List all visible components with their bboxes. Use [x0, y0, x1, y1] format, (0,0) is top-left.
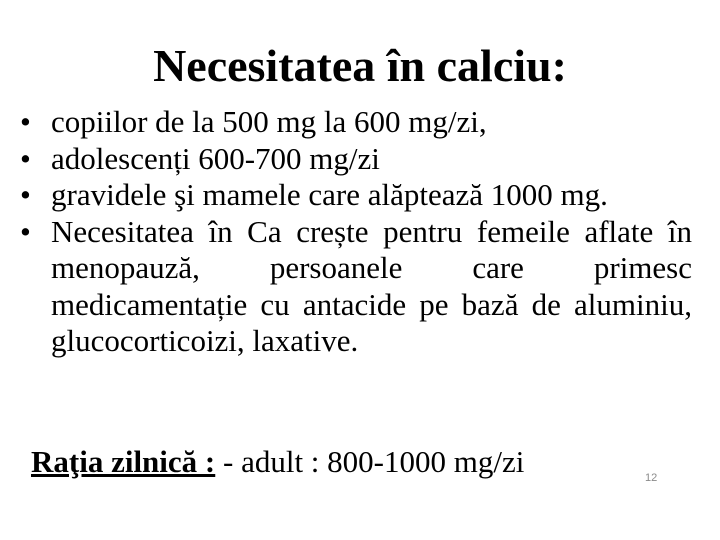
bullet-item-children: [20, 104, 692, 141]
bullet-dot-icon: •: [20, 104, 31, 139]
bullet-dot-icon: •: [20, 213, 31, 249]
slide-title: Necesitatea în calciu:: [153, 40, 567, 91]
daily-ration-line: [31, 444, 524, 481]
bullet-dot-icon: •: [20, 140, 31, 176]
bullet-list: [20, 104, 692, 360]
daily-ration-text: - adult : 800-1000 mg/zi: [215, 444, 525, 479]
bullet-dot-icon: •: [20, 177, 31, 212]
bullet-text: copiilor de la 500 mg la 600 mg/zi,: [51, 104, 487, 139]
bullet-text: adolescenți 600-700 mg/zi: [51, 140, 380, 176]
bullet-item-pregnant: [20, 177, 692, 214]
slide-number: 12: [645, 472, 658, 484]
bullet-item-increase: [20, 214, 692, 360]
bullet-item-adolescents: [20, 141, 692, 178]
bullet-text: Necesitatea în Ca crește pentru femeile aflate în menopauză, persoanele care primesc medicamentație cu antacide pe bază de aluminiu, glucocorticoizi, laxative.: [51, 213, 692, 358]
bullet-text: gravidele şi mamele care alăptează 1000 mg.: [51, 177, 608, 212]
daily-ration-label: Raţia zilnică :: [31, 444, 216, 479]
